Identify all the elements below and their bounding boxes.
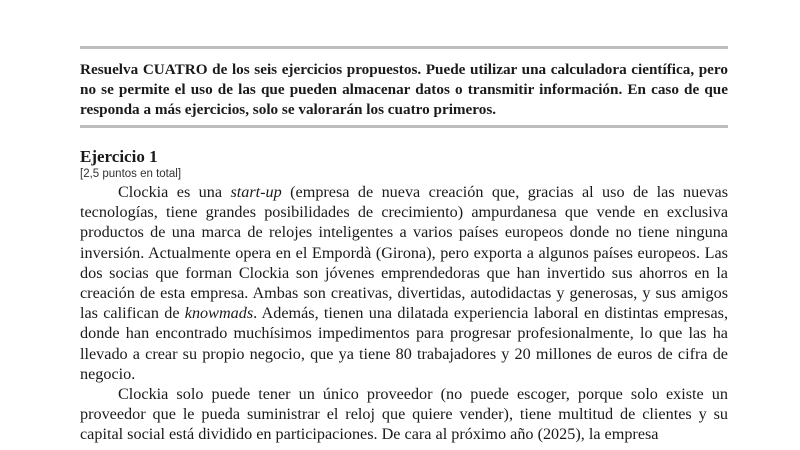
term-start-up: start-up xyxy=(230,183,282,201)
exercise-points: [2,5 puntos en total] xyxy=(80,168,182,180)
paragraph-2: Clockia solo puede tener un único proveedor (no puede escoger, porque solo existe un proveedor que le pueda suministrar el reloj que quiere vender), tiene multitud de clientes y su capital social está dividido en participaciones. De cara al próximo año (2025), la empresa xyxy=(80,385,728,444)
exam-instructions: Resuelva CUATRO de los seis ejercicios propuestos. Puede utilizar una calculadora científica, pero no se permite el uso de las que pueden almacenar datos o transmitir información. En caso de que responda a más ejercicios, solo se valorarán los cuatro primeros. xyxy=(80,61,728,118)
term-knowmads: knowmads xyxy=(184,304,254,323)
paragraph-1-part-1: Clockia es una xyxy=(118,183,231,201)
paragraph-1-part-3: . Además, tienen una dilatada experiencia laboral en distintas empresas, donde han encontrado muchísimos impedimentos para progresar profesionalmente, lo que las ha llevado a crear su propio negocio, que ya tiene 80 trabajadores y 20 millones de euros de cifra de negocio. xyxy=(80,304,728,383)
top-divider xyxy=(80,46,728,49)
bottom-divider xyxy=(80,125,728,128)
paragraph-1-part-2: (empresa de nueva creación que, gracias al uso de las nuevas tecnologías, tiene grandes posibilidades de crecimiento) ampurdanesa que vende en exclusiva productos de una marca de relojes inteligentes a varios países europeos donde no tiene ninguna inversión. Actualmente opera en el Empordà (Girona), pero exporta a algunos países europeos. Las dos socias que forman Clockia son jóvenes emprendedoras que han invertido sus ahorros en la creación de esta empresa. Ambas son creativas, divertidas, autodidactas y generosas, y sus amigos las califican de xyxy=(80,183,728,323)
exercise-statement xyxy=(80,182,728,445)
paragraph-1 xyxy=(80,182,728,384)
exercise-title: Ejercicio 1 xyxy=(80,147,158,166)
